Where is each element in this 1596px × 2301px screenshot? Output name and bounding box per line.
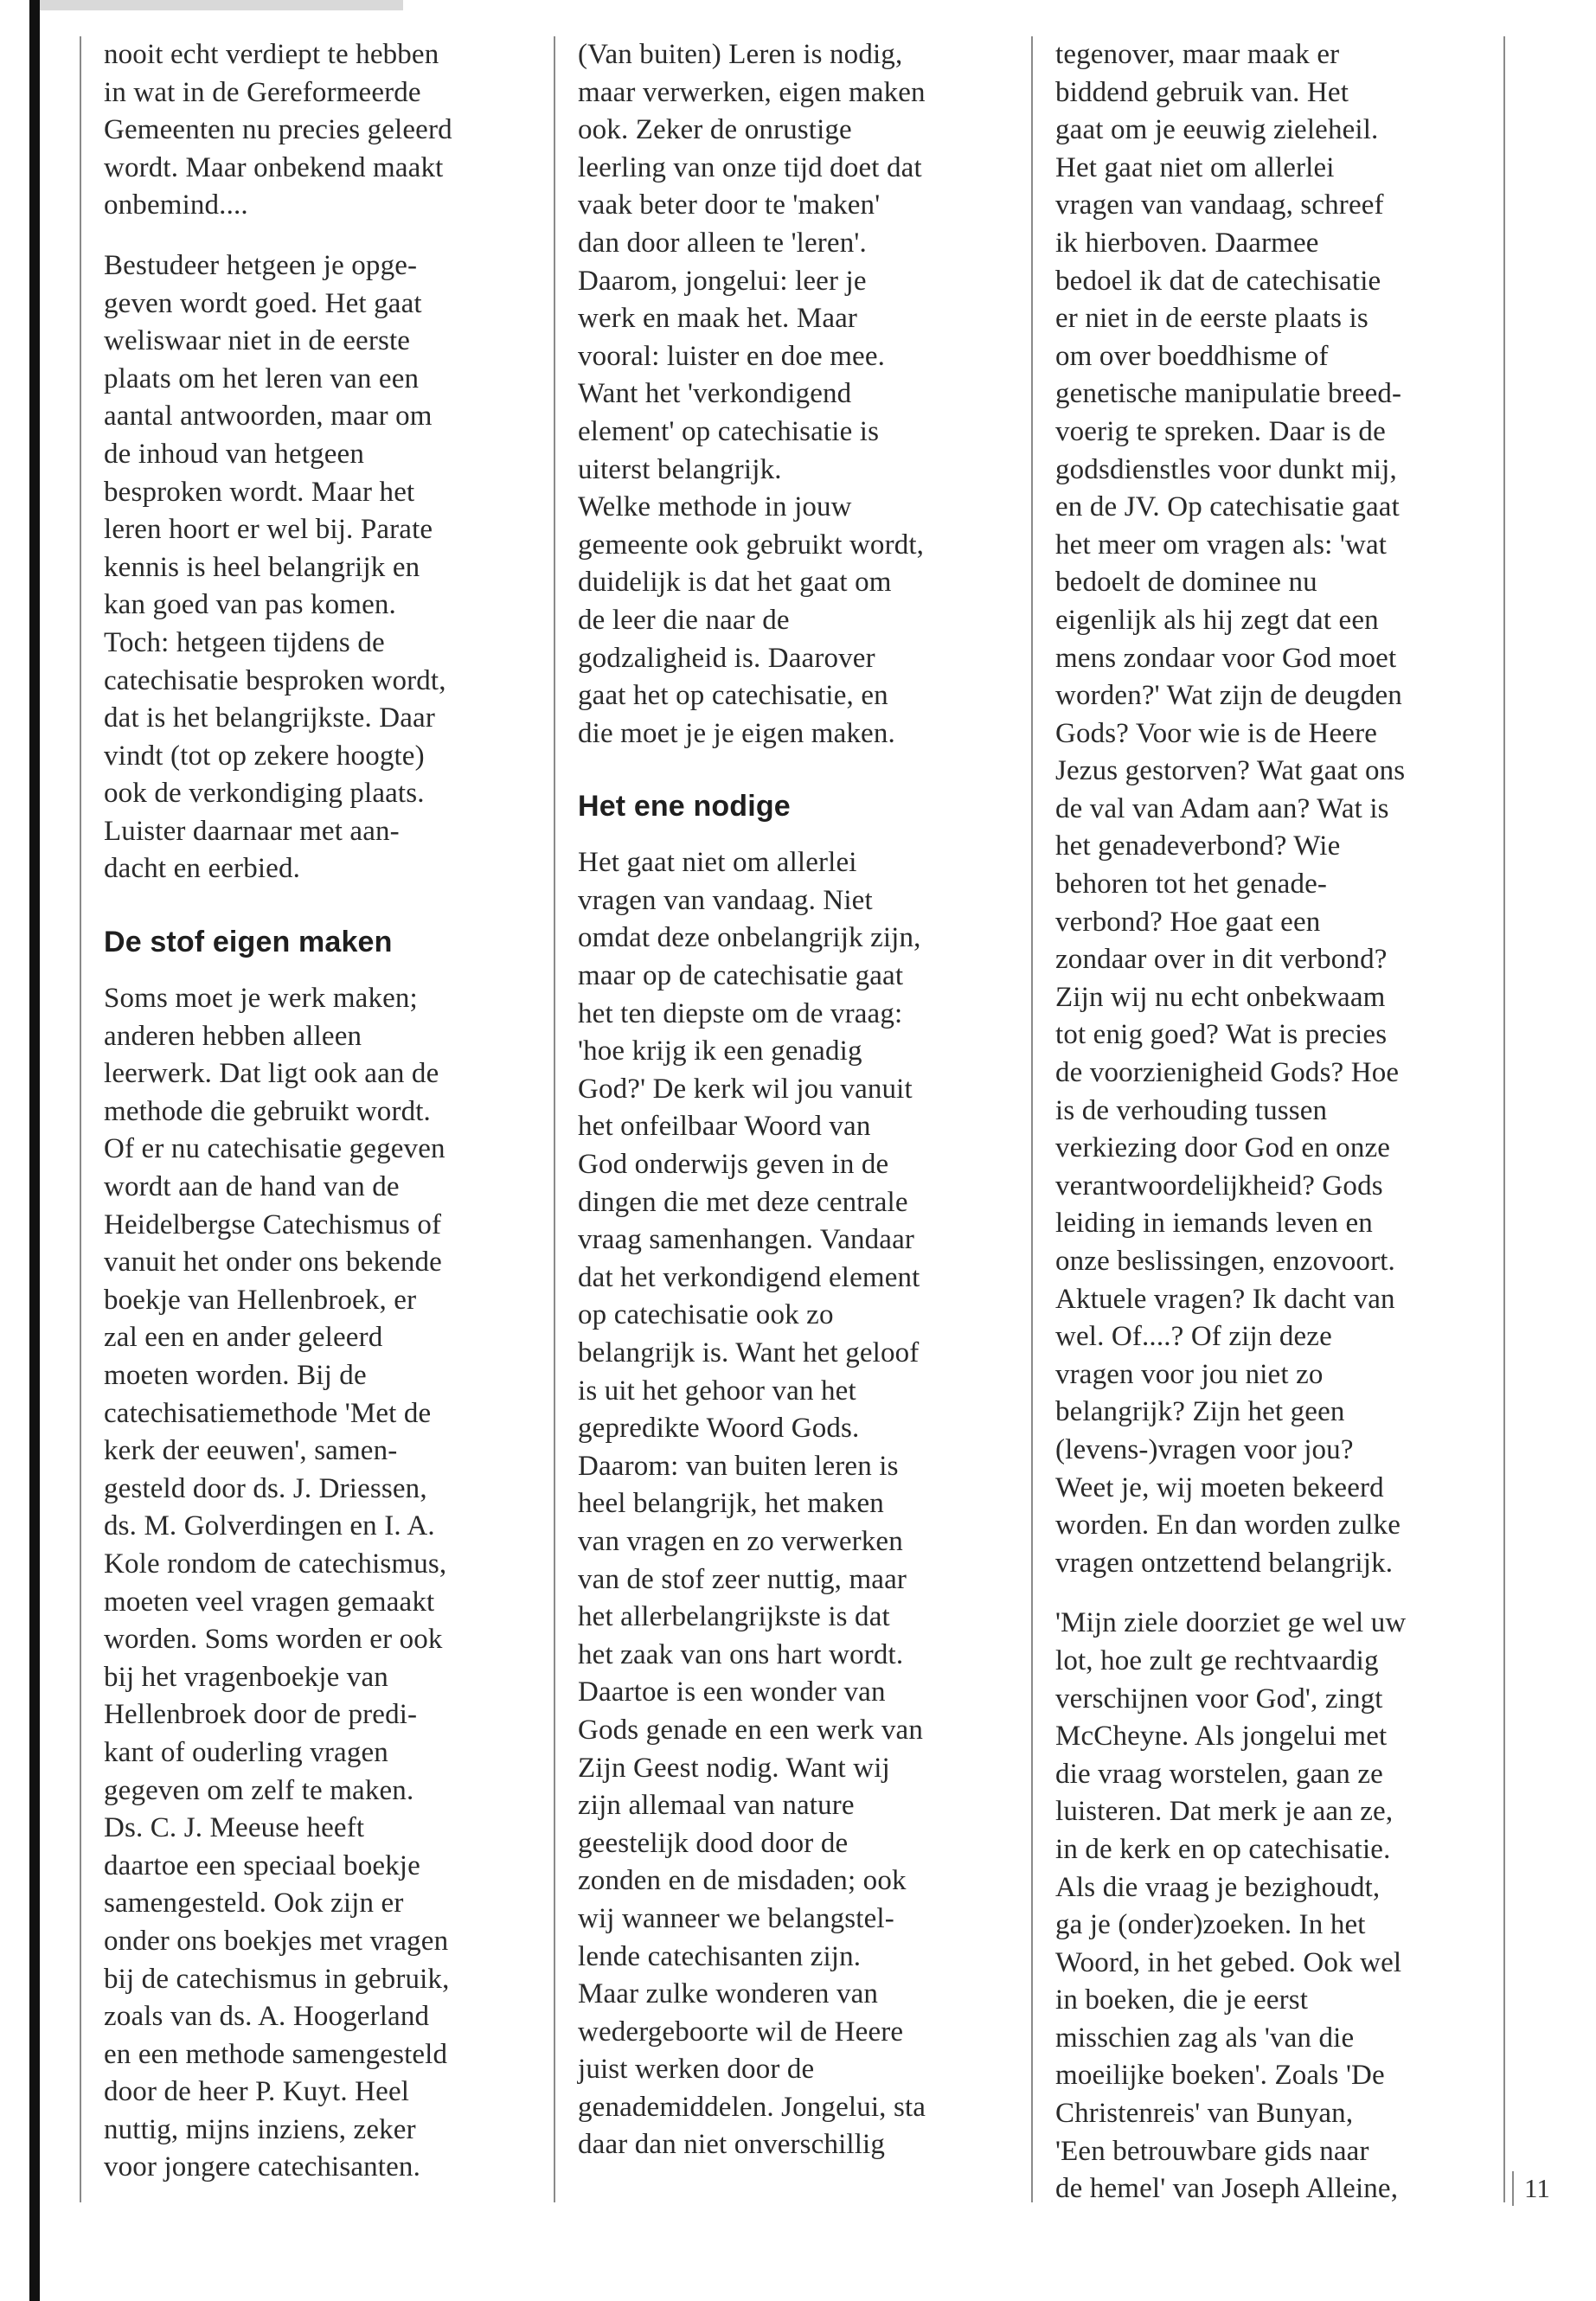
text-line: Of er nu catechisatie gegeven bbox=[104, 1133, 445, 1165]
column-3 bbox=[1031, 36, 1505, 2205]
text-line: voerig te spreken. Daar is de bbox=[1055, 415, 1386, 447]
text-line: juist werken door de bbox=[578, 2054, 815, 2086]
text-line: in boeken, die je eerst bbox=[1055, 1984, 1309, 2016]
text-line: Aktuele vragen? Ik dacht van bbox=[1055, 1283, 1395, 1315]
text-line: Gemeenten nu precies geleerd bbox=[104, 114, 452, 146]
text-line: Weet je, wij moeten bekeerd bbox=[1055, 1471, 1384, 1503]
text-line: leerwerk. Dat ligt ook aan de bbox=[104, 1058, 439, 1090]
text-line: (Van buiten) Leren is nodig, bbox=[578, 39, 903, 70]
text-line: gemeente ook gebruikt wordt, bbox=[578, 529, 925, 561]
text-line: uiterst belangrijk. bbox=[578, 453, 782, 485]
text-line: onder ons boekjes met vragen bbox=[104, 1925, 449, 1957]
text-line: Soms moet je werk maken; bbox=[104, 983, 418, 1015]
text-line: het ten diepste om de vraag: bbox=[578, 997, 903, 1029]
text-line: op catechisatie ook zo bbox=[578, 1299, 834, 1331]
text-line: samengesteld. Ook zijn er bbox=[104, 1888, 404, 1920]
text-line: moeilijke boeken'. Zoals 'De bbox=[1055, 2060, 1385, 2092]
text-line: wordt. Maar onbekend maakt bbox=[104, 151, 444, 183]
text-line: Kole rondom de catechismus, bbox=[104, 1548, 447, 1580]
text-line: vragen voor jou niet zo bbox=[1055, 1358, 1324, 1390]
text-line: ik hierboven. Daarmee bbox=[1055, 227, 1319, 259]
text-line: genetische manipulatie breed- bbox=[1055, 378, 1402, 410]
text-line: Welke methode in jouw bbox=[578, 491, 852, 523]
text-line: Het gaat niet om allerlei bbox=[578, 847, 857, 879]
text-line: daartoe een speciaal boekje bbox=[104, 1849, 420, 1881]
text-line: vragen van vandaag, schreef bbox=[1055, 189, 1384, 221]
text-line: vindt (tot op zekere hoogte) bbox=[104, 740, 425, 772]
text-line: Bestudeer hetgeen je opge- bbox=[104, 249, 418, 281]
text-line: de leer die naar de bbox=[578, 604, 790, 636]
text-line: bij het vragenboekje van bbox=[104, 1661, 388, 1693]
text-line: vaak beter door te 'maken' bbox=[578, 189, 881, 221]
text-line: verkiezing door God en onze bbox=[1055, 1132, 1391, 1164]
text-line: godsdienstles voor dunkt mij, bbox=[1055, 453, 1397, 485]
text-line: Ds. C. J. Meeuse heeft bbox=[104, 1812, 365, 1844]
text-line: van de stof zeer nuttig, maar bbox=[578, 1563, 907, 1595]
text-line: catechisatie besproken wordt, bbox=[104, 664, 446, 696]
paragraph bbox=[1055, 1605, 1500, 2208]
text-line: vraag samenhangen. Vandaar bbox=[578, 1224, 915, 1256]
text-line: het allerbelangrijkste is dat bbox=[578, 1601, 890, 1633]
text-line: methode die gebruikt wordt. bbox=[104, 1095, 431, 1127]
text-line: is uit het gehoor van het bbox=[578, 1375, 856, 1407]
section-heading: De stof eigen maken bbox=[104, 926, 393, 959]
text-line: kant of ouderling vragen bbox=[104, 1736, 388, 1768]
page-number: 11 bbox=[1512, 2171, 1555, 2206]
text-line: gesteld door ds. J. Driessen, bbox=[104, 1472, 427, 1504]
text-line: het genadeverbond? Wie bbox=[1055, 830, 1341, 862]
text-line: Maar zulke wonderen van bbox=[578, 1978, 879, 2010]
text-line: eigenlijk als hij zegt dat een bbox=[1055, 604, 1379, 636]
text-line: door de heer P. Kuyt. Heel bbox=[104, 2076, 410, 2108]
text-line: bedoel ik dat de catechisatie bbox=[1055, 265, 1381, 297]
text-line: in de kerk en op catechisatie. bbox=[1055, 1833, 1391, 1865]
text-line: 'Mijn ziele doorziet ge wel uw bbox=[1055, 1607, 1407, 1639]
text-line: nooit echt verdiept te hebben bbox=[104, 39, 439, 70]
text-line: Daarom, jongelui: leer je bbox=[578, 265, 867, 297]
text-line: ds. M. Golverdingen en I. A. bbox=[104, 1510, 435, 1542]
text-line: worden. Soms worden er ook bbox=[104, 1624, 443, 1656]
text-line: werk en maak het. Maar bbox=[578, 303, 858, 335]
text-line: de inhoud van hetgeen bbox=[104, 438, 364, 470]
text-line: die vraag worstelen, gaan ze bbox=[1055, 1758, 1383, 1790]
text-line: bedoelt de dominee nu bbox=[1055, 567, 1317, 599]
text-line: de val van Adam aan? Wat is bbox=[1055, 792, 1389, 824]
text-line: die moet je je eigen maken. bbox=[578, 717, 895, 749]
text-line: geestelijk dood door de bbox=[578, 1827, 849, 1859]
text-line: boekje van Hellenbroek, er bbox=[104, 1284, 417, 1316]
scan-top-shadow bbox=[40, 0, 403, 10]
text-line: en de JV. Op catechisatie gaat bbox=[1055, 491, 1400, 523]
text-line: McCheyne. Als jongelui met bbox=[1055, 1721, 1388, 1753]
text-line: Christenreis' van Bunyan, bbox=[1055, 2098, 1354, 2130]
text-line: behoren tot het genade- bbox=[1055, 868, 1328, 901]
text-line: het zaak van ons hart wordt. bbox=[578, 1638, 904, 1670]
text-line: zonden en de misdaden; ook bbox=[578, 1865, 907, 1897]
text-line: lot, hoe zult ge rechtvaardig bbox=[1055, 1644, 1379, 1676]
text-line: Jezus gestorven? Wat gaat ons bbox=[1055, 755, 1406, 787]
text-line: kerk der eeuwen', samen- bbox=[104, 1435, 398, 1467]
text-line: van vragen en zo verwerken bbox=[578, 1525, 903, 1557]
text-line: is de verhouding tussen bbox=[1055, 1094, 1328, 1126]
paragraph bbox=[578, 36, 1021, 753]
text-line: wordt aan de hand van de bbox=[104, 1171, 400, 1203]
text-line: zijn allemaal van nature bbox=[578, 1790, 855, 1822]
text-line: dat het verkondigend element bbox=[578, 1261, 920, 1293]
text-line: dingen die met deze centrale bbox=[578, 1186, 908, 1218]
text-line: geven wordt goed. Het gaat bbox=[104, 287, 422, 319]
text-line: Daarom: van buiten leren is bbox=[578, 1450, 899, 1482]
text-line: de hemel' van Joseph Alleine, bbox=[1055, 2173, 1399, 2205]
text-line: ga je (onder)zoeken. In het bbox=[1055, 1909, 1366, 1941]
text-line: worden. En dan worden zulke bbox=[1055, 1509, 1401, 1541]
text-line: maar op de catechisatie gaat bbox=[578, 960, 904, 992]
text-line: Toch: hetgeen tijdens de bbox=[104, 626, 385, 658]
text-line: God?' De kerk wil jou vanuit bbox=[578, 1073, 913, 1105]
text-line: verschijnen voor God', zingt bbox=[1055, 1682, 1383, 1715]
text-line: daar dan niet onverschillig bbox=[578, 2129, 886, 2161]
text-line: Het gaat niet om allerlei bbox=[1055, 151, 1335, 183]
text-line: in wat in de Gereformeerde bbox=[104, 76, 421, 108]
text-line: misschien zag als 'van die bbox=[1055, 2022, 1355, 2054]
scan-left-edge bbox=[29, 0, 40, 2301]
text-line: voor jongere catechisanten. bbox=[104, 2151, 420, 2183]
text-line: leren hoort er wel bij. Parate bbox=[104, 514, 433, 546]
text-line: verbond? Hoe gaat een bbox=[1055, 906, 1321, 938]
text-line: om over boeddhisme of bbox=[1055, 340, 1329, 372]
paragraph bbox=[578, 844, 1021, 2164]
text-line: onze beslissingen, enzovoort. bbox=[1055, 1246, 1395, 1277]
text-line: moeten worden. Bij de bbox=[104, 1360, 367, 1391]
paragraph bbox=[104, 36, 542, 225]
text-line: worden?' Wat zijn de deugden bbox=[1055, 680, 1402, 712]
text-line: Want het 'verkondigend bbox=[578, 378, 852, 410]
text-line: en een methode samengesteld bbox=[104, 2038, 448, 2070]
text-line: ook. Zeker de onrustige bbox=[578, 114, 852, 146]
text-line: godzaligheid is. Daarover bbox=[578, 642, 875, 674]
text-line: Als die vraag je bezighoudt, bbox=[1055, 1871, 1381, 1903]
text-line: belangrijk is. Want het geloof bbox=[578, 1337, 920, 1368]
text-line: Woord, in het gebed. Ook wel bbox=[1055, 1946, 1402, 1978]
text-line: biddend gebruik van. Het bbox=[1055, 76, 1349, 108]
paragraph bbox=[104, 980, 542, 2187]
text-line: maar verwerken, eigen maken bbox=[578, 76, 926, 108]
text-line: gaat om je eeuwig zieleheil. bbox=[1055, 114, 1379, 146]
text-line: Heidelbergse Catechismus of bbox=[104, 1208, 442, 1240]
text-line: vooral: luister en doe mee. bbox=[578, 340, 886, 372]
text-line: Gods genade en een werk van bbox=[578, 1714, 923, 1746]
column-2 bbox=[554, 36, 1021, 2202]
text-line: gaat het op catechisatie, en bbox=[578, 680, 888, 712]
text-line: besproken wordt. Maar het bbox=[104, 476, 415, 508]
text-line: gegeven om zelf te maken. bbox=[104, 1774, 414, 1806]
text-line: wij wanneer we belangstel- bbox=[578, 1902, 894, 1934]
text-line: leerling van onze tijd doet dat bbox=[578, 151, 922, 183]
text-line: 'hoe krijg ik een genadig bbox=[578, 1035, 862, 1067]
text-line: catechisatiemethode 'Met de bbox=[104, 1397, 432, 1429]
text-line: plaats om het leren van een bbox=[104, 362, 420, 394]
text-line: (levens-)vragen voor jou? bbox=[1055, 1433, 1354, 1465]
text-line: tegenover, maar maak er bbox=[1055, 39, 1340, 70]
text-line: het meer om vragen als: 'wat bbox=[1055, 529, 1388, 561]
text-line: belangrijk? Zijn het geen bbox=[1055, 1396, 1345, 1428]
text-line: 'Een betrouwbare gids naar bbox=[1055, 2135, 1369, 2167]
text-line: dan door alleen te 'leren'. bbox=[578, 227, 867, 259]
text-line: kennis is heel belangrijk en bbox=[104, 551, 420, 583]
text-line: de voorzienigheid Gods? Hoe bbox=[1055, 1057, 1400, 1089]
text-line: het onfeilbaar Woord van bbox=[578, 1111, 871, 1143]
text-line: vragen van vandaag. Niet bbox=[578, 884, 873, 916]
text-line: genademiddelen. Jongelui, sta bbox=[578, 2091, 926, 2123]
text-line: Luister daarnaar met aan- bbox=[104, 815, 400, 847]
text-line: moeten veel vragen gemaakt bbox=[104, 1586, 435, 1618]
paragraph bbox=[1055, 36, 1500, 1582]
text-line: duidelijk is dat het gaat om bbox=[578, 567, 892, 599]
text-line: zondaar over in dit verbond? bbox=[1055, 944, 1388, 976]
text-line: leiding in iemands leven en bbox=[1055, 1208, 1373, 1240]
text-line: Hellenbroek door de predi- bbox=[104, 1699, 418, 1731]
text-line: zoals van ds. A. Hoogerland bbox=[104, 2001, 430, 2033]
text-line: luisteren. Dat merk je aan ze, bbox=[1055, 1796, 1394, 1828]
text-line: Zijn Geest nodig. Want wij bbox=[578, 1752, 890, 1784]
text-line: kan goed van pas komen. bbox=[104, 589, 396, 621]
text-line: gepredikte Woord Gods. bbox=[578, 1413, 860, 1445]
text-line: heel belangrijk, het maken bbox=[578, 1488, 884, 1520]
text-line: tot enig goed? Wat is precies bbox=[1055, 1019, 1388, 1051]
text-line: element' op catechisatie is bbox=[578, 415, 880, 447]
text-line: wel. Of....? Of zijn deze bbox=[1055, 1321, 1332, 1353]
text-line: Daartoe is een wonder van bbox=[578, 1676, 886, 1708]
text-line: God onderwijs geven in de bbox=[578, 1149, 889, 1181]
text-line: bij de catechismus in gebruik, bbox=[104, 1963, 450, 1995]
text-line: Zijn wij nu echt onbekwaam bbox=[1055, 981, 1386, 1013]
column-1 bbox=[80, 36, 542, 2202]
text-line: omdat deze onbelangrijk zijn, bbox=[578, 922, 921, 954]
text-line: verantwoordelijkheid? Gods bbox=[1055, 1170, 1383, 1202]
text-line: dat is het belangrijkste. Daar bbox=[104, 702, 435, 734]
text-line: lende catechisanten zijn. bbox=[578, 1940, 862, 1972]
text-line: wedergeboorte wil de Heere bbox=[578, 2016, 904, 2048]
text-line: nuttig, mijns inziens, zeker bbox=[104, 2113, 416, 2145]
text-line: vanuit het onder ons bekende bbox=[104, 1247, 442, 1279]
text-line: mens zondaar voor God moet bbox=[1055, 642, 1397, 674]
text-line: dacht en eerbied. bbox=[104, 853, 301, 885]
text-line: anderen hebben alleen bbox=[104, 1020, 362, 1052]
text-line: aantal antwoorden, maar om bbox=[104, 401, 433, 433]
text-line: er niet in de eerste plaats is bbox=[1055, 303, 1368, 335]
paragraph bbox=[104, 247, 542, 888]
text-line: vragen ontzettend belangrijk. bbox=[1055, 1547, 1394, 1579]
text-line: ook de verkondiging plaats. bbox=[104, 778, 425, 810]
text-line: zal een en ander geleerd bbox=[104, 1322, 383, 1354]
text-line: onbemind.... bbox=[104, 189, 248, 221]
text-line: Gods? Voor wie is de Heere bbox=[1055, 717, 1378, 749]
section-heading: Het ene nodige bbox=[578, 790, 791, 824]
text-line: weliswaar niet in de eerste bbox=[104, 325, 411, 357]
